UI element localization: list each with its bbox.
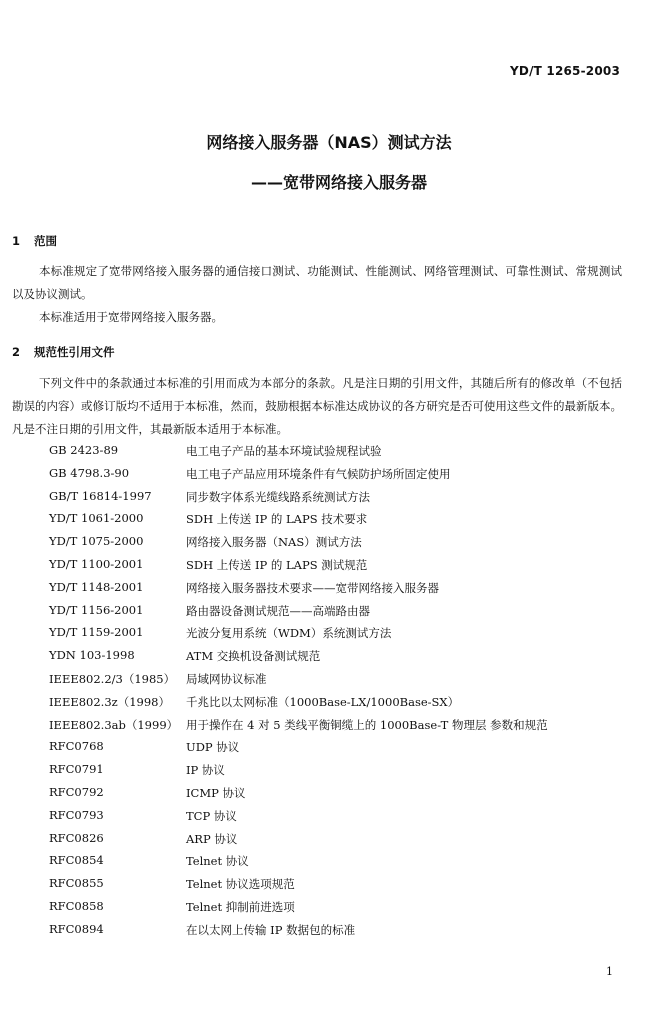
reference-item	[0, 782, 658, 805]
reference-item	[0, 577, 658, 600]
reference-item	[0, 736, 658, 759]
section-number: 2	[12, 345, 21, 359]
reference-item	[0, 645, 658, 668]
reference-title: IP 协议	[186, 763, 225, 778]
reference-code: RFC0858	[49, 898, 104, 913]
reference-code: YDN 103-1998	[49, 648, 135, 663]
reference-title: 电工电子产品应用环境条件有气候防护场所固定使用	[186, 466, 451, 481]
reference-code: YD/T 1148-2001	[49, 579, 144, 594]
reference-code: RFC0793	[49, 807, 104, 822]
reference-code: RFC0791	[49, 762, 104, 777]
section-2-paragraph: 下列文件中的条款通过本标准的引用而成为本部分的条款。凡是注日期的引用文件，其随后所有的修改单（不包括勘误的内容）或修订版均不适用于本标准，然而，鼓励根据本标准达成协议的各方研究是否可使用这些文件的最新版本。凡是不注日期的引用文件，其最新版本适用于本标准。	[12, 376, 622, 436]
reference-code: RFC0792	[49, 784, 104, 799]
reference-title: ICMP 协议	[186, 785, 246, 800]
reference-item	[0, 600, 658, 623]
section-1-paragraph: 本标准规定了宽带网络接入服务器的通信接口测试、功能测试、性能测试、网络管理测试、可靠性测试、常规测试以及协议测试。	[12, 264, 622, 301]
reference-title: 局域网协议标准	[186, 671, 267, 686]
reference-title: Telnet 协议选项规范	[186, 877, 295, 892]
reference-code: YD/T 1159-2001	[49, 625, 144, 640]
reference-title: ARP 协议	[186, 831, 238, 846]
reference-title: 路由器设备测试规范——高端路由器	[186, 603, 370, 618]
reference-code: YD/T 1075-2000	[49, 534, 144, 549]
reference-title: SDH 上传送 IP 的 LAPS 技术要求	[186, 512, 368, 527]
reference-code: RFC0854	[49, 853, 104, 868]
section-2-heading	[12, 344, 115, 360]
reference-code: IEEE802.3z（1998）	[49, 694, 170, 709]
reference-item	[0, 850, 658, 873]
reference-title: 同步数字体系光缆线路系统测试方法	[186, 489, 370, 504]
section-1-heading	[12, 233, 57, 249]
reference-code: RFC0894	[49, 921, 104, 936]
reference-code: IEEE802.3ab（1999）	[49, 717, 179, 732]
reference-title: 电工电子产品的基本环境试验规程试验	[186, 444, 382, 458]
document-title: 网络接入服务器（NAS）测试方法	[206, 133, 452, 152]
reference-title: 在以太网上传输 IP 数据包的标准	[186, 922, 356, 937]
reference-title: UDP 协议	[186, 740, 240, 755]
reference-item	[0, 896, 658, 919]
reference-code: RFC0768	[49, 739, 104, 754]
reference-item	[0, 554, 658, 577]
reference-title: SDH 上传送 IP 的 LAPS 测试规范	[186, 557, 368, 572]
section-title: 范围	[34, 234, 57, 248]
reference-item	[0, 668, 658, 691]
reference-code: YD/T 1156-2001	[49, 602, 144, 617]
reference-item	[0, 919, 658, 942]
reference-title: 千兆比以太网标准（1000Base-LX/1000Base-SX）	[186, 694, 460, 709]
reference-title: Telnet 协议	[186, 854, 249, 869]
reference-item	[0, 622, 658, 645]
reference-title: 网络接入服务器技术要求——宽带网络接入服务器	[186, 580, 439, 595]
reference-code: GB/T 16814-1997	[49, 488, 152, 503]
reference-item	[0, 805, 658, 828]
section-title: 规范性引用文件	[34, 345, 115, 359]
references-list	[0, 440, 658, 942]
reference-title: 网络接入服务器（NAS）测试方法	[186, 535, 362, 550]
document-subtitle: ——宽带网络接入服务器	[250, 173, 427, 192]
reference-item	[0, 759, 658, 782]
reference-item	[0, 531, 658, 554]
reference-item	[0, 691, 658, 714]
reference-item	[0, 873, 658, 896]
reference-item	[0, 828, 658, 851]
reference-title: TCP 协议	[186, 808, 237, 823]
section-1-scope-paragraph: 本标准适用于宽带网络接入服务器。	[39, 310, 223, 324]
reference-item	[0, 714, 658, 737]
reference-code: YD/T 1061-2000	[49, 511, 144, 526]
reference-code: RFC0855	[49, 876, 104, 891]
reference-code: GB 2423-89	[49, 443, 119, 457]
reference-item	[0, 440, 658, 463]
reference-title: ATM 交换机设备测试规范	[186, 649, 321, 664]
section-number: 1	[12, 234, 21, 248]
reference-item	[0, 508, 658, 531]
reference-code: YD/T 1100-2001	[49, 556, 144, 571]
reference-title: 光波分复用系统（WDM）系统测试方法	[186, 626, 392, 641]
reference-code: IEEE802.2/3（1985）	[49, 671, 176, 686]
reference-code: RFC0826	[49, 830, 104, 845]
reference-item	[0, 486, 658, 509]
reference-title: Telnet 抑制前进选项	[186, 899, 295, 914]
page-number: 1	[606, 965, 613, 978]
reference-title: 用于操作在 4 对 5 类线平衡铜缆上的 1000Base-T 物理层 参数和规范	[186, 717, 548, 732]
standard-code: YD/T 1265-2003	[510, 64, 620, 78]
reference-code: GB 4798.3-90	[49, 465, 130, 480]
reference-item	[0, 463, 658, 486]
